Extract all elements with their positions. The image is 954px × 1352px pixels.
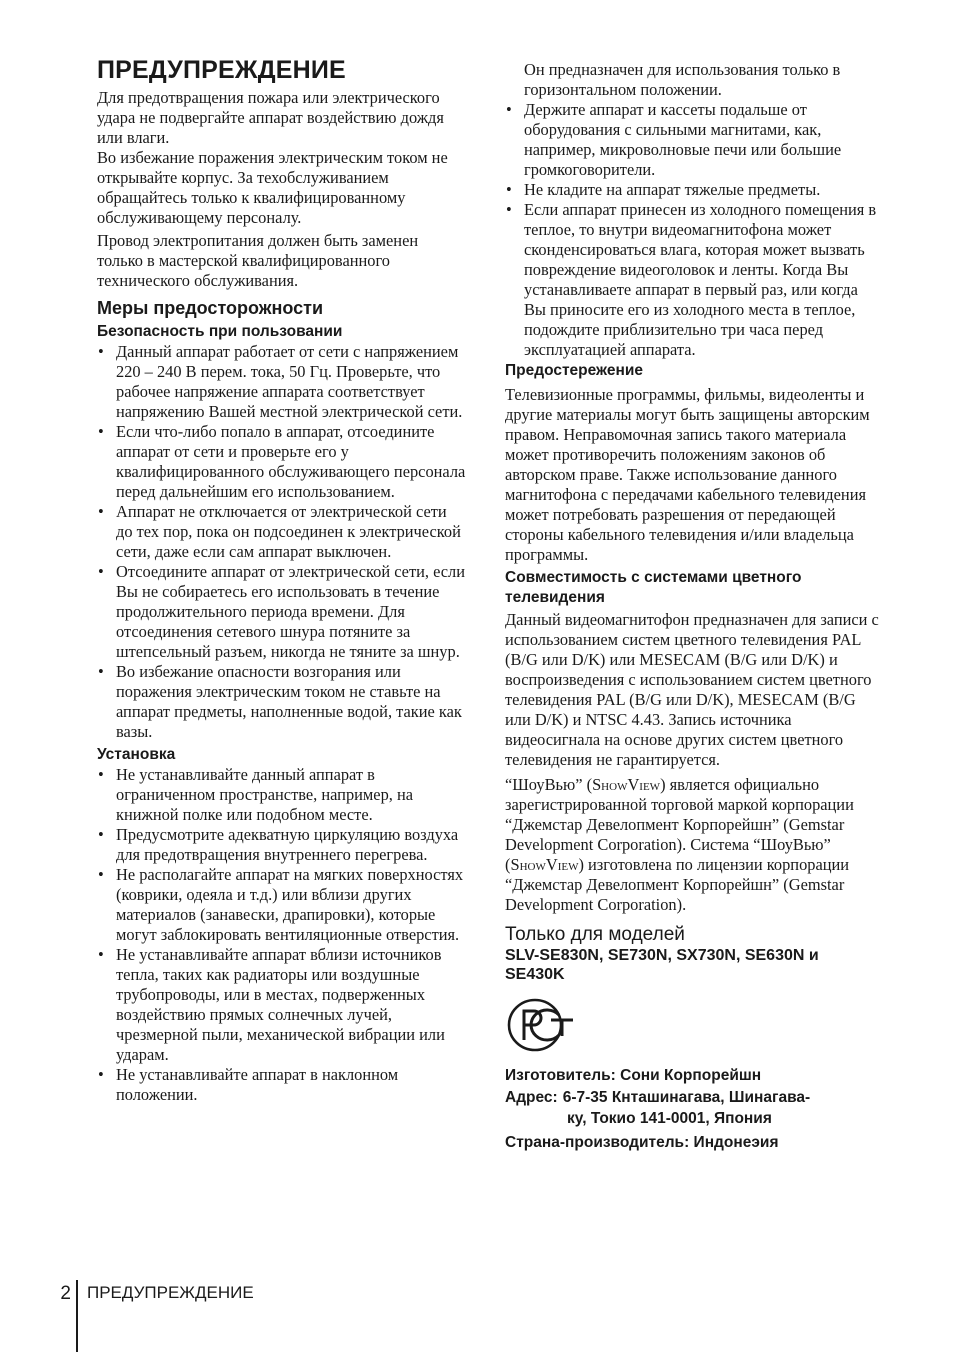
compat-text: Данный видеомагнитофон предназначен для записи с использованием систем цветного телевидения PAL (B/G или D/K) или MESECAM (B/G или D/K) и воспроизведения с использованием систем цветного телевидения PAL (B/G или D/K), MESECAM (B/G или D/K) и NTSC 4.43. Запись источника видеосигнала на основе других систем цветного телевидения не гарантируется.	[505, 610, 879, 769]
caution-heading: Предостережение	[505, 362, 643, 379]
list-item: • Держите аппарат и кассеты подальше от оборудования с сильными магнитами, как, например, микроволновые печи или большие громкоговорители.	[505, 100, 879, 180]
installation-continuation: Он предназначен для использования только в горизонтальном положении.	[524, 60, 841, 99]
list-item: • Не кладите на аппарат тяжелые предметы.	[505, 180, 879, 200]
showview-text-part: ) изготовлена по лицензии корпорации “Джемстар Девелопмент Корпорейшн” (Gemstar Development Corporation).	[505, 855, 850, 914]
list-item: • Предусмотрите адекватную циркуляцию воздуха для предотвращения внутреннего перегрева.	[97, 825, 467, 865]
left-column	[97, 88, 467, 1105]
right-column	[505, 60, 879, 1153]
page-number: 2	[60, 1283, 71, 1304]
rst-certification-logo	[507, 998, 577, 1052]
installation-heading: Установка	[97, 746, 176, 763]
footer-section-title: ПРЕДУПРЕЖДЕНИЕ	[87, 1283, 254, 1302]
warning-paragraph-3: Провод электропитания должен быть заменен только в мастерской квалифицированного технического обслуживания.	[97, 231, 419, 290]
warning-paragraph-1: Для предотвращения пожара или электрического удара не подвергайте аппарат воздействию дождя или влаги.	[97, 88, 444, 147]
list-item: • Не располагайте аппарат на мягких поверхностях (коврики, одеяла и т.д.) или вблизи других материалов (занавески, драпировки), которые могут заблокировать вентиляционные отверстия.	[97, 865, 467, 945]
address-label: Адрес:	[505, 1089, 558, 1106]
list-item: • Не устанавливайте данный аппарат в ограниченном пространстве, например, на книжной полке или подобном месте.	[97, 765, 467, 825]
list-item: • Не устанавливайте аппарат вблизи источников тепла, таких как радиаторы или воздушные трубопроводы, или в местах, подверженных воздействию прямых солнечных лучей, чрезмерной пыли, механической вибрации или ударам.	[97, 945, 467, 1065]
list-item: • Если что-либо попало в аппарат, отсоедините аппарат от сети и проверьте его у квалифицированного обслуживающего персонала перед дальнейшим его использованием.	[97, 422, 467, 502]
models-heading: Только для моделей	[505, 924, 685, 945]
safety-heading: Безопасность при пользовании	[97, 323, 343, 340]
caution-text: Телевизионные программы, фильмы, видеоленты и другие материалы могут быть защищены авторским правом. Неправомочная запись такого материала может противоречить положениям законов об авторском праве. Также использование данного магнитофона с передачами кабельного телевидения может потребовать разрешения от передающей стороны кабельного телевидения и/или владельца программы.	[505, 385, 870, 564]
footer-divider	[76, 1280, 78, 1352]
address-line	[505, 1087, 879, 1108]
list-item: • Данный аппарат работает от сети с напряжением 220 – 240 В перем. тока, 50 Гц. Проверьте, что рабочее напряжение аппарата соответствует напряжению Вашей местной электрической сети.	[97, 342, 467, 422]
list-item: • Отсоедините аппарат от электрической сети, если Вы не собираетесь его использовать в течение продолжительного периода времени. Для отсоединения сетевого шнура потяните за штепсельный разъем, никогда не тяните за шнур.	[97, 562, 467, 662]
country-line: Страна-производитель: Индонеэия	[505, 1134, 779, 1151]
list-item: • Если аппарат принесен из холодного помещения в теплое, то внутри видеомагнитофона может сконденсироваться влага, которая может вызвать повреждение видеоголовок и ленты. Когда Вы устанавливаете аппарат в первый раз, или когда Вы приносите его из холодного места в теплое, подождите приблизительно три часа перед эксплуатацией аппарата.	[505, 200, 879, 360]
page-title: ПРЕДУПРЕЖДЕНИЕ	[97, 56, 346, 84]
manufacturer-line: Изготовитель: Сони Корпорейшн	[505, 1067, 762, 1084]
safety-list	[97, 342, 467, 742]
address-value-2: ку, Токио 141-0001, Япония	[567, 1110, 772, 1127]
precautions-heading: Меры предосторожности	[97, 298, 324, 318]
compat-heading: Совместимость с системами цветного телевидения	[505, 569, 802, 606]
showview-text-part: “ШоуВью” (	[505, 775, 593, 794]
showview-text-part: ) является официально зарегистрированной торговой маркой корпорации “Джемстар Девелопмент Корпорейшн” (Gemstar Development Corporation). Система “ШоуВью” (	[505, 775, 854, 874]
showview-text	[505, 775, 879, 915]
warning-paragraph-2: Во избежание поражения электрическим током не открывайте корпус. За техобслуживанием обращайтесь только к квалифицированному обслуживающему персоналу.	[97, 148, 448, 227]
installation-list-continued	[505, 100, 879, 360]
address-value-1: 6-7-35 Кнташинагава, Шинагава-	[562, 1089, 811, 1106]
models-list: SLV-SE830N, SE730N, SX730N, SE630N и SE430K	[505, 947, 819, 983]
list-item: • Не устанавливайте аппарат в наклонном положении.	[97, 1065, 467, 1105]
showview-mark: ShowView	[510, 855, 579, 874]
list-item: • Аппарат не отключается от электрической сети до тех пор, пока он подсоединен к электрической сети, даже если сам аппарат выключен.	[97, 502, 467, 562]
showview-mark: ShowView	[592, 775, 661, 794]
installation-list	[97, 765, 467, 1105]
list-item: • Во избежание опасности возгорания или поражения электрическим током не ставьте на аппарат предметы, наполненные водой, такие как вазы.	[97, 662, 467, 742]
